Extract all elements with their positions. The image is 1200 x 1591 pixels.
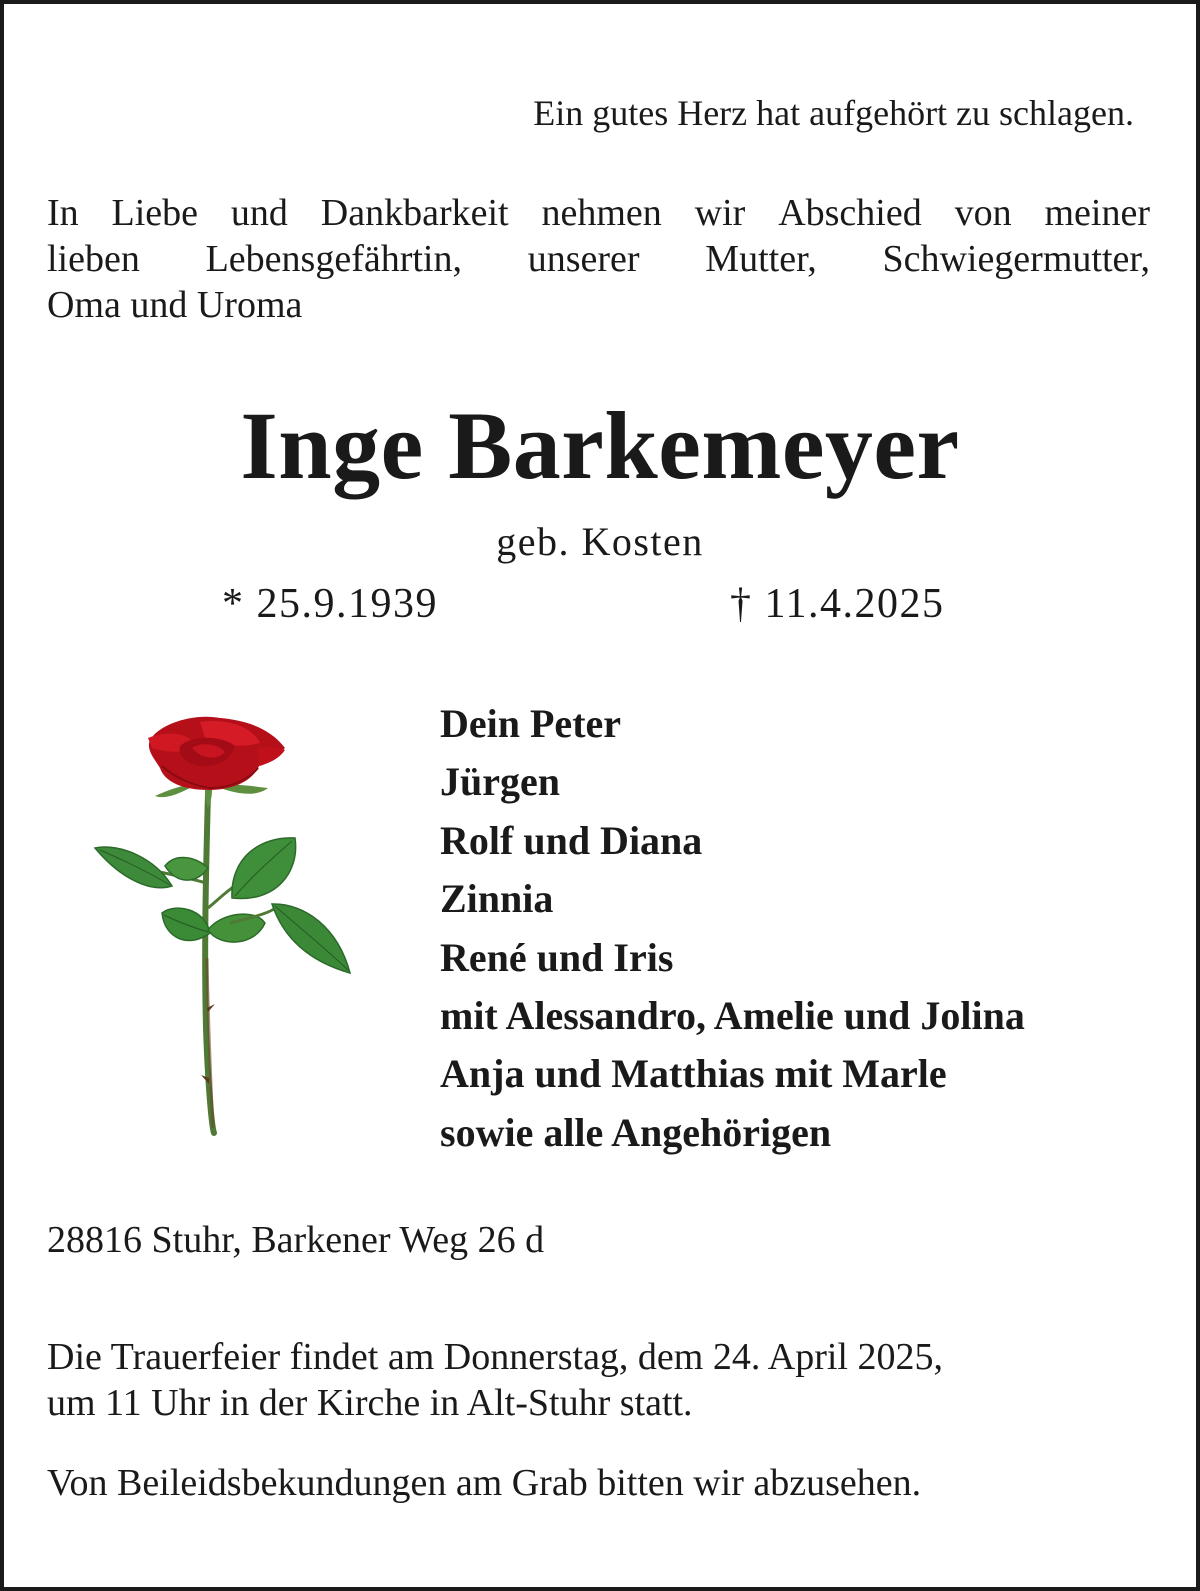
funeral-service-info — [47, 1334, 943, 1426]
intro-line-2: lieben Lebensgefährtin, unserer Mutter, Schwiegermutter, — [47, 238, 1150, 280]
birth-date: * 25.9.1939 — [222, 581, 438, 627]
rose-icon — [80, 708, 380, 1168]
motto: Ein gutes Herz hat aufgehört zu schlagen. — [533, 93, 1134, 133]
condolence-request: Von Beileidsbekundungen am Grab bitten wir abzusehen. — [47, 1462, 922, 1504]
mourner: Dein Peter — [440, 701, 622, 746]
mourner: Rolf und Diana — [440, 817, 703, 863]
mourner: Jürgen — [440, 759, 560, 805]
maiden-name: geb. Kosten — [496, 519, 704, 564]
deceased-name: Inge Barkemeyer — [240, 392, 960, 499]
mourners-list — [440, 695, 1025, 1162]
service-line-2: um 11 Uhr in der Kirche in Alt-Stuhr statt. — [47, 1382, 693, 1424]
mourner: sowie alle Angehörigen — [440, 1109, 832, 1155]
intro-text — [47, 190, 1150, 328]
mourner: mit Alessandro, Amelie und Jolina — [440, 993, 1025, 1039]
address: 28816 Stuhr, Barkener Weg 26 d — [47, 1219, 545, 1261]
intro-line-1: In Liebe und Dankbarkeit nehmen wir Abschied von meiner — [47, 192, 1150, 234]
intro-line-3: Oma und Uroma — [47, 284, 303, 326]
mourner: Zinnia — [440, 876, 554, 922]
mourner: René und Iris — [440, 934, 674, 980]
death-date: † 11.4.2025 — [730, 581, 945, 627]
mourner: Anja und Matthias mit Marle — [440, 1051, 947, 1097]
service-line-1: Die Trauerfeier findet am Donnerstag, dem 24. April 2025, — [47, 1336, 943, 1378]
